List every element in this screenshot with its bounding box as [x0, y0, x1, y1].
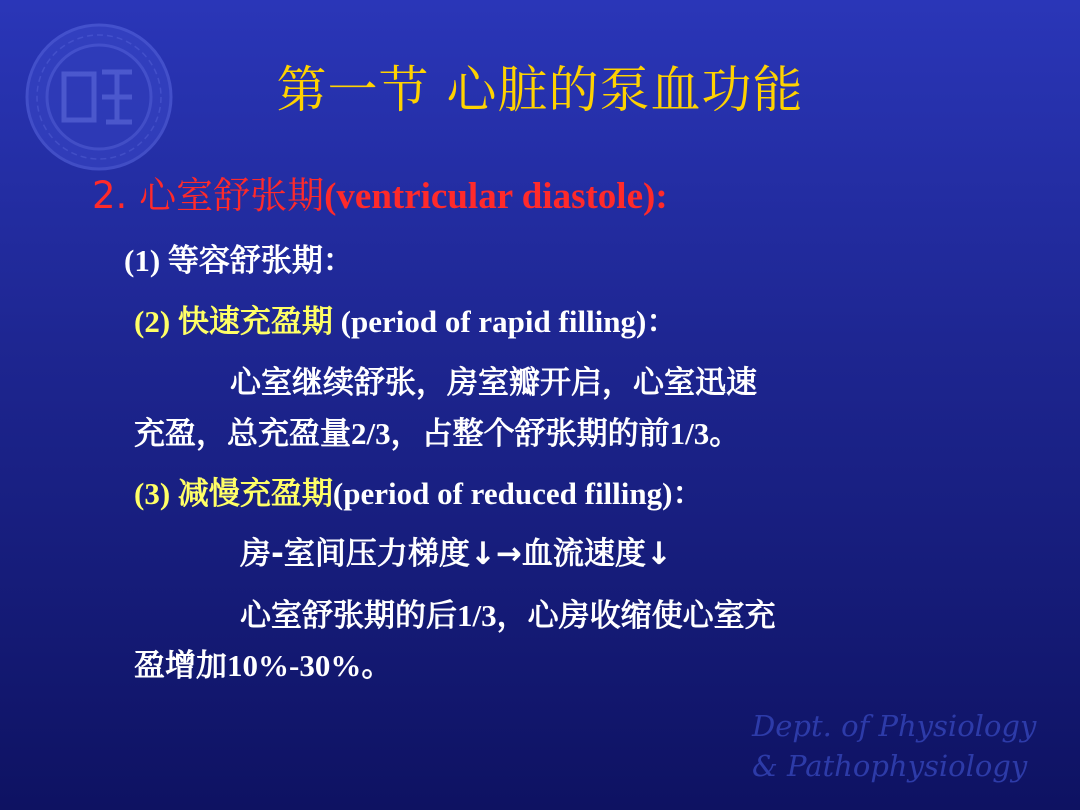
heading-cn: 2. 心室舒张期: [92, 174, 325, 217]
item3-colon: ：: [672, 476, 704, 512]
item1-number: (1): [124, 243, 168, 278]
section-heading: [92, 165, 668, 219]
item3-label: 减慢充盈期: [177, 476, 333, 512]
item3-number: (3): [134, 476, 178, 511]
item2-en: (period of rapid filling): [332, 304, 647, 339]
heading-punct: :: [655, 176, 668, 217]
item3-text-line3: [134, 640, 392, 685]
department-watermark: [752, 706, 1036, 786]
item2-label: 快速充盈期: [177, 304, 333, 340]
item1-label: 等容舒张期：: [167, 243, 354, 279]
item-rapid-filling: [134, 296, 677, 341]
item3-text-2a: 心室舒张期的后: [240, 598, 457, 634]
item2-text-line1: 心室继续舒张，房室瓣开启，心室迅速: [230, 365, 757, 401]
item3-text-line1: 房-室间压力梯度↓→血流速度↓: [240, 536, 672, 572]
item2-colon: ：: [646, 304, 678, 340]
item2-text-2e: 。: [709, 416, 741, 452]
item3-text-2b: 1/3: [457, 598, 497, 633]
item-isovolumic-relaxation: [124, 235, 354, 280]
item3-text-3c: 。: [361, 648, 393, 684]
watermark-line1: Dept. of Physiology: [752, 709, 1037, 743]
item3-text-3b: 10%-30%: [227, 648, 362, 683]
slide-title: 第一节 心脏的泵血功能: [276, 61, 804, 119]
heading-en: (ventricular diastole): [324, 176, 656, 217]
item2-text-line2: [134, 408, 740, 453]
item3-text-2c: ，心房收缩使心室充: [496, 598, 776, 634]
item2-text-2c: ，占整个舒张期的前: [390, 416, 670, 452]
item2-text-2d: 1/3: [669, 416, 710, 451]
item3-text-3a: 盈增加: [134, 648, 227, 684]
item2-text-2a: 充盈，总充盈量: [134, 416, 351, 452]
item2-text-2b: 2/3: [351, 416, 391, 451]
item-reduced-filling: [134, 468, 703, 513]
item3-en: (period of reduced filling): [332, 476, 673, 511]
watermark-line2: & Pathophysiology: [752, 749, 1028, 783]
item3-text-line2: [240, 590, 776, 635]
item2-number: (2): [134, 304, 178, 339]
